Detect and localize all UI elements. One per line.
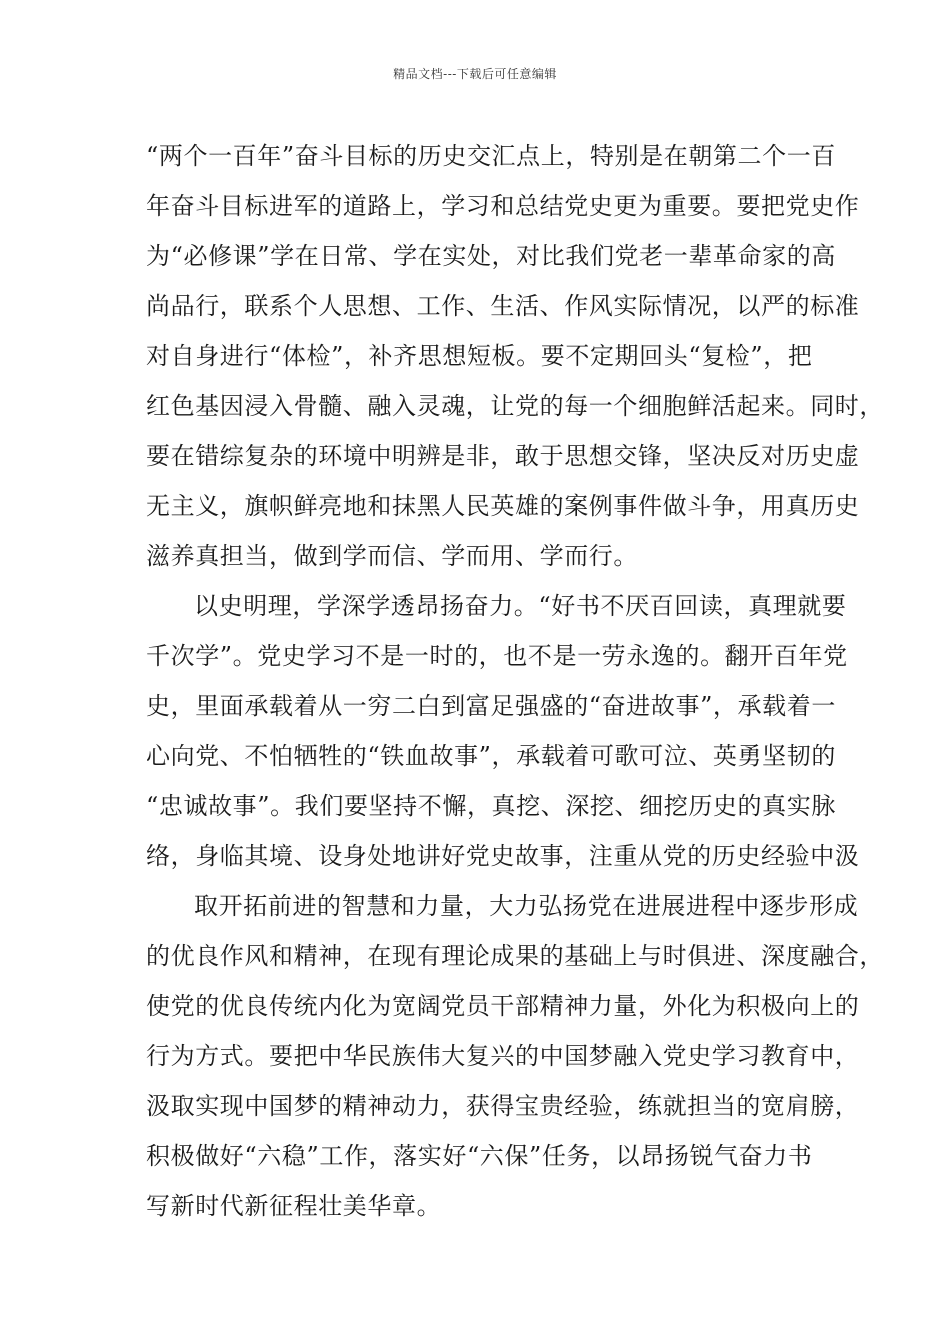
text-line: 无主义，旗帜鲜亮地和抹黑人民英雄的案例事件做斗争，用真历史 bbox=[146, 492, 860, 520]
paragraph-1 bbox=[146, 131, 884, 581]
text-line: 为“必修课”学在日常、学在实处，对比我们党老一辈革命家的高 bbox=[146, 242, 836, 270]
text-line: 写新时代新征程壮美华章。 bbox=[146, 1192, 442, 1220]
text-line: “忠诚故事”。我们要坚持不懈，真挖、深挖、细挖历史的真实脉 bbox=[146, 792, 836, 820]
paragraph-3 bbox=[146, 881, 884, 1231]
text-line: 络，身临其境、设身处地讲好党史故事，注重从党的历史经验中汲 bbox=[146, 842, 860, 870]
page-header: 精品文档---下载后可任意编辑 bbox=[393, 67, 557, 81]
text-line: 滋养真担当，做到学而信、学而用、学而行。 bbox=[146, 542, 638, 570]
text-line: 取开拓前进的智慧和力量，大力弘扬党在进展进程中逐步形成 bbox=[194, 892, 859, 920]
text-line: 的优良作风和精神，在现有理论成果的基础上与时俱进、深度融合， bbox=[146, 942, 884, 970]
text-line: 要在错综复杂的环境中明辨是非，敢于思想交锋，坚决反对历史虚 bbox=[146, 442, 860, 470]
text-line: 汲取实现中国梦的精神动力，获得宝贵经验，练就担当的宽肩膀， bbox=[146, 1092, 860, 1120]
text-line: “两个一百年”奋斗目标的历史交汇点上，特别是在朝第二个一百 bbox=[146, 142, 836, 170]
text-line: 行为方式。要把中华民族伟大复兴的中国梦融入党史学习教育中， bbox=[146, 1042, 860, 1070]
text-line: 红色基因浸入骨髓、融入灵魂，让党的每一个细胞鲜活起来。同时， bbox=[146, 392, 884, 420]
document-body bbox=[146, 131, 884, 1231]
text-line: 积极做好“六稳”工作，落实好“六保”任务，以昂扬锐气奋力书 bbox=[146, 1142, 813, 1170]
text-line: 心向党、不怕牺牲的“铁血故事”，承载着可歌可泣、英勇坚韧的 bbox=[146, 742, 836, 770]
text-line: 对自身进行“体检”，补齐思想短板。要不定期回头“复检”，把 bbox=[146, 342, 813, 370]
text-line: 千次学”。党史学习不是一时的，也不是一劳永逸的。翻开百年党 bbox=[146, 642, 848, 670]
paragraph-2 bbox=[146, 581, 860, 881]
text-line: 史，里面承载着从一穷二白到富足强盛的“奋进故事”，承载着一 bbox=[146, 692, 836, 720]
text-line: 使党的优良传统内化为宽阔党员干部精神力量，外化为积极向上的 bbox=[146, 992, 860, 1020]
text-line: 以史明理，学深学透昂扬奋力。“好书不厌百回读，真理就要 bbox=[194, 592, 847, 620]
text-line: 尚品行，联系个人思想、工作、生活、作风实际情况，以严的标准 bbox=[146, 292, 860, 320]
text-line: 年奋斗目标进军的道路上，学习和总结党史更为重要。要把党史作 bbox=[146, 192, 860, 220]
